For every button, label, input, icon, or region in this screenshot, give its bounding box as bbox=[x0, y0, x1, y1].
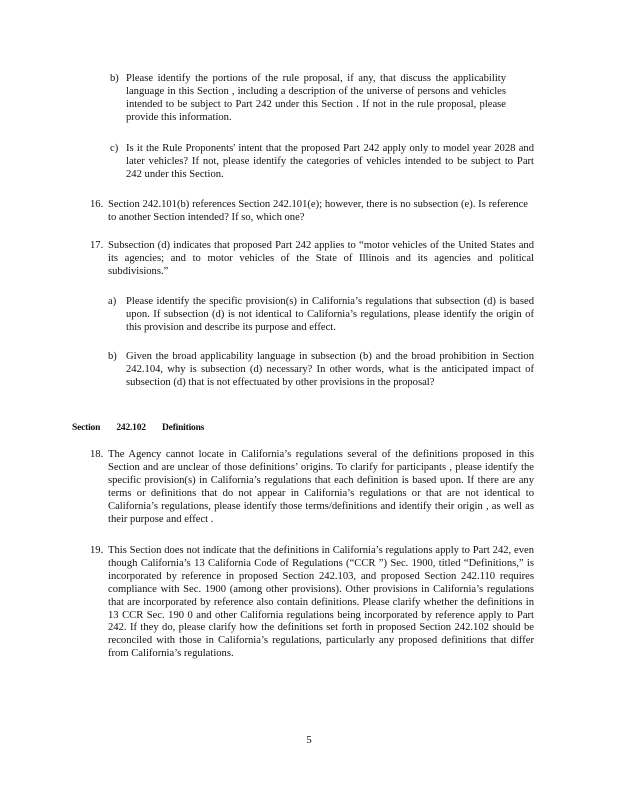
item-number: 19. bbox=[90, 545, 104, 556]
paragraph-text: Subsection (d) indicates that proposed Part 242 applies to “motor vehicles of the United States and its agencies; and to motor vehicles of the State of Illinois and its agencies and political subdivisions.” bbox=[108, 240, 534, 277]
page-number: 5 bbox=[306, 734, 312, 746]
item-number: 17. bbox=[90, 240, 104, 251]
paragraph-17 bbox=[108, 240, 534, 279]
paragraph-17a bbox=[126, 296, 534, 335]
item-number: 18. bbox=[90, 449, 104, 460]
item-label: b) bbox=[108, 351, 117, 362]
paragraph-text: Is it the Rule Proponents' intent that the proposed Part 242 apply only to model year 2028 and later vehicles? If not, please identify the categories of vehicles intended to be subject to Part 242 under this Section. bbox=[126, 143, 534, 180]
paragraph-text: This Section does not indicate that the definitions in California’s regulations apply to Part 242, even though California’s 13 California Code of Regulations (“CCR ”) Sec. 1900, titled “Definitions,” is incorporated by reference in proposed Section 242.103, and proposed Section 242.110 requires compliance with Sec. 1900 (among other provisions). Other provisions in California’s regulations that are incorporated by reference also contain definitions. Please clarify whether the definitions in 13 CCR Sec. 190 0 and other California regulations being incorporated by reference apply to Part 242. If they do, please clarify how the definitions set forth in proposed Section 242.102 should be reconciled with those in California’s regulations, particularly any proposed definitions that differ from California’s regulations. bbox=[108, 545, 534, 660]
item-label: a) bbox=[108, 296, 117, 307]
section-heading-number: 242.102 bbox=[116, 423, 146, 433]
item-label: c) bbox=[110, 143, 119, 154]
paragraph-text: The Agency cannot locate in California’s regulations several of the definitions proposed in this Section and are unclear of those definitions’ origins. To clarify for participants , please identify the specific provision(s) in California’s regulations that each definition is based upon. If there are any terms or definitions that do not appear in California’s regulations or that are not identical to California’s regulations, please identify those terms/definitions and identify their origin , as well as their purpose and effect . bbox=[108, 449, 534, 525]
paragraph-b-applicability bbox=[126, 73, 506, 125]
paragraph-19 bbox=[108, 545, 534, 661]
paragraph-text: Given the broad applicability language in subsection (b) and the broad prohibition in Section 242.104, why is subsection (d) necessary? In other words, what is the anticipated impact of subsection (d) that is not effectuated by other provisions in the proposal? bbox=[126, 351, 534, 388]
paragraph-17b bbox=[126, 351, 534, 390]
paragraph-text: Please identify the specific provision(s) in California’s regulations that subsection (d) is based upon. If subsection (d) is not identical to California’s regulations, please identify the origin of this provision and describe its purpose and effect. bbox=[126, 296, 534, 333]
paragraph-text: Please identify the portions of the rule proposal, if any, that discuss the applicability language in this Section , including a description of the universe of persons and vehicles intended to be subject to Part 242 under this Section . If not in the rule proposal, please provide this information. bbox=[126, 73, 506, 123]
section-heading bbox=[72, 422, 204, 435]
paragraph-c-model-year bbox=[126, 143, 534, 182]
item-label: b) bbox=[110, 73, 119, 84]
item-number: 16. bbox=[90, 199, 104, 210]
paragraph-18 bbox=[108, 449, 534, 526]
section-heading-title: Definitions bbox=[162, 423, 205, 433]
section-heading-word: Section bbox=[72, 423, 101, 433]
paragraph-text: Section 242.101(b) references Section 242.101(e); however, there is no subsection (e). Is reference to another Section intended? If so, which one? bbox=[108, 199, 528, 223]
paragraph-16 bbox=[108, 199, 528, 225]
